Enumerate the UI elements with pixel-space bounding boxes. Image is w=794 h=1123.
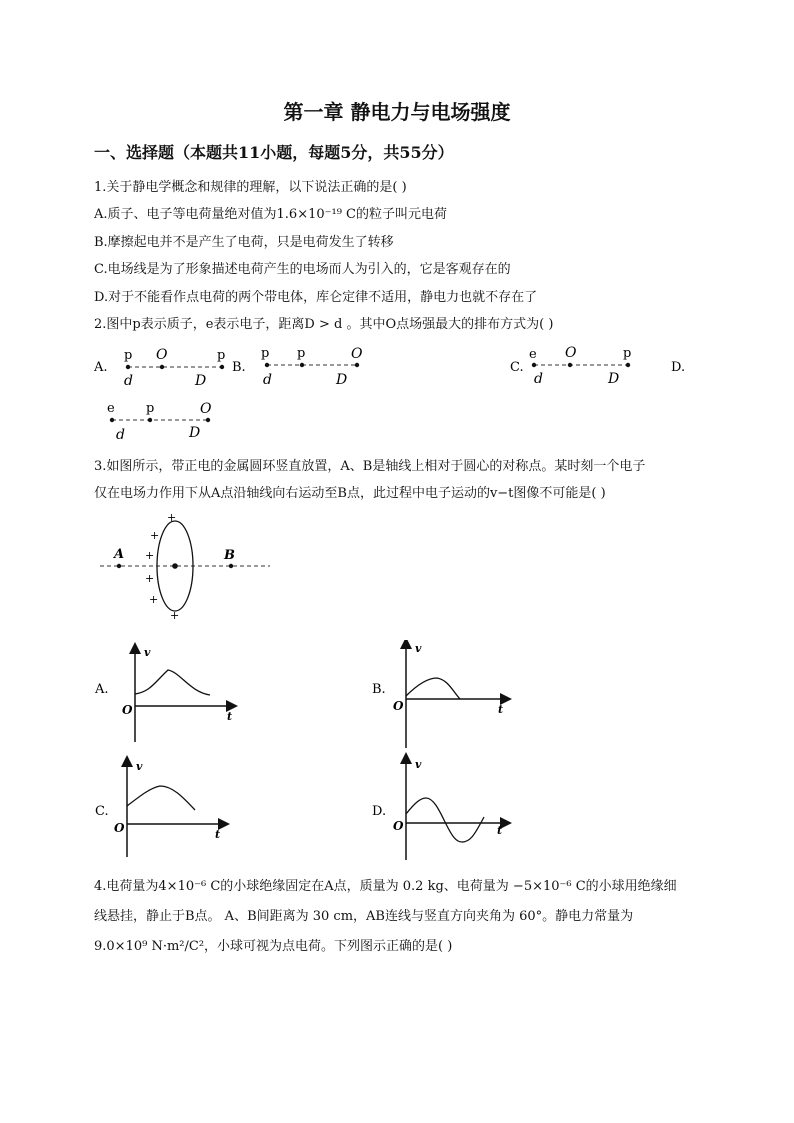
charge-dot bbox=[265, 363, 269, 367]
axis-label-v: v bbox=[136, 760, 143, 773]
vt-curve bbox=[135, 670, 210, 695]
graph-label-a: A. bbox=[95, 682, 109, 697]
q3-vt-graphs bbox=[0, 640, 794, 865]
q3-stem-line2: 仅在电场力作用下从A点沿轴线向右运动至B点，此过程中电子运动的v−t图像不可能是( ) bbox=[94, 486, 606, 501]
symbol-p: p bbox=[297, 346, 306, 361]
q1-option-a: A.质子、电子等电荷量绝对值为1.6×10⁻¹⁹ C的粒子叫元电荷 bbox=[94, 207, 447, 222]
symbol-d: d bbox=[116, 427, 125, 443]
charge-dot bbox=[626, 363, 630, 367]
q2-option-a-figure bbox=[124, 347, 225, 389]
q4-line1: 4.电荷量为4×10⁻⁶ C的小球绝缘固定在A点，质量为 0.2 kg、电荷量为 −5×10⁻⁶ C的小球用绝缘细 bbox=[94, 879, 677, 894]
symbol-D: D bbox=[608, 371, 620, 387]
axis-label-t: t bbox=[497, 824, 503, 837]
vt-curve bbox=[406, 678, 460, 699]
symbol-O: O bbox=[156, 347, 168, 363]
symbol-e: e bbox=[107, 401, 115, 416]
page-title: 第一章 静电力与电场强度 bbox=[283, 100, 511, 124]
q2-label-d: D. bbox=[671, 360, 686, 375]
symbol-p: p bbox=[623, 346, 632, 361]
charge-dot bbox=[220, 365, 224, 369]
graph-d bbox=[393, 758, 506, 860]
plus-sign: + bbox=[145, 549, 155, 562]
q2-label-a: A. bbox=[94, 360, 108, 375]
vt-curve bbox=[406, 798, 484, 842]
symbol-O: O bbox=[200, 401, 212, 417]
q3-ring-figure bbox=[90, 510, 280, 625]
q3-stem-line1: 3.如图所示，带正电的金属圆环竖直放置，A、B是轴线上相对于圆心的对称点。某时刻一个电子 bbox=[94, 459, 646, 474]
point-a-dot bbox=[117, 564, 121, 568]
symbol-O: O bbox=[565, 345, 577, 361]
q2-option-b-figure bbox=[261, 346, 363, 388]
origin-label: O bbox=[122, 703, 133, 717]
q2-stem: 2.图中p表示质子，e表示电子，距离D > d 。其中O点场强最大的排布方式为( ) bbox=[94, 317, 554, 332]
vt-curve bbox=[127, 786, 195, 810]
ring-center bbox=[172, 563, 178, 569]
graph-label-b: B. bbox=[372, 682, 386, 697]
plus-sign: + bbox=[145, 572, 155, 585]
section-heading: 一、选择题（本题共11小题，每题5分，共55分） bbox=[94, 143, 454, 162]
q1-stem: 1.关于静电学概念和规律的理解，以下说法正确的是( ) bbox=[94, 180, 407, 195]
symbol-p: p bbox=[124, 348, 133, 363]
q1-option-d: D.对于不能看作点电荷的两个带电体，库仑定律不适用，静电力也就不存在了 bbox=[94, 290, 538, 305]
symbol-p: p bbox=[146, 401, 155, 416]
axis-label-t: t bbox=[215, 828, 221, 841]
point-b-dot bbox=[229, 564, 233, 568]
symbol-O: O bbox=[351, 346, 363, 362]
symbol-e: e bbox=[529, 347, 537, 362]
charge-dot bbox=[532, 363, 536, 367]
q4-line2: 线悬挂，静止于B点。 A、B间距离为 30 cm，AB连线与竖直方向夹角为 60°。静电力常量为 bbox=[94, 909, 634, 924]
charge-dot bbox=[206, 418, 210, 422]
charge-dot bbox=[568, 363, 572, 367]
axis-label-v: v bbox=[415, 758, 422, 771]
plus-sign: + bbox=[149, 593, 159, 606]
symbol-D: D bbox=[336, 372, 348, 388]
q1-option-c: C.电场线是为了形象描述电荷产生的电场而人为引入的，它是客观存在的 bbox=[94, 262, 511, 277]
charge-dot bbox=[110, 418, 114, 422]
charge-dot bbox=[160, 365, 164, 369]
charge-dot bbox=[300, 363, 304, 367]
q1-option-b: B.摩擦起电并不是产生了电荷，只是电荷发生了转移 bbox=[94, 235, 394, 250]
q2-option-d-figure bbox=[107, 401, 212, 443]
plus-sign: + bbox=[167, 511, 177, 524]
symbol-D: D bbox=[189, 425, 201, 441]
label-point-a: A bbox=[114, 547, 125, 562]
symbol-D: D bbox=[195, 373, 207, 389]
charge-dot bbox=[148, 418, 152, 422]
graph-c bbox=[114, 760, 224, 857]
graph-a bbox=[122, 646, 232, 742]
plus-sign: + bbox=[150, 529, 160, 542]
axis-label-v: v bbox=[144, 646, 151, 659]
origin-label: O bbox=[114, 821, 125, 835]
symbol-p: p bbox=[261, 346, 270, 361]
q2-label-b: B. bbox=[232, 360, 246, 375]
graph-label-d: D. bbox=[372, 804, 387, 819]
q2-option-c-figure bbox=[529, 345, 631, 387]
graph-b bbox=[393, 642, 506, 748]
origin-label: O bbox=[393, 699, 404, 713]
q4-line3: 9.0×10⁹ N·m²/C²，小球可视为点电荷。下列图示正确的是( ) bbox=[94, 939, 453, 954]
symbol-d: d bbox=[124, 373, 133, 389]
symbol-d: d bbox=[263, 372, 272, 388]
charge-dot bbox=[355, 363, 359, 367]
symbol-p: p bbox=[217, 348, 226, 363]
q2-label-c: C. bbox=[510, 360, 524, 375]
symbol-d: d bbox=[534, 371, 543, 387]
graph-label-c: C. bbox=[95, 804, 109, 819]
label-point-b: B bbox=[224, 548, 235, 563]
q2-figures bbox=[0, 340, 794, 450]
axis-label-t: t bbox=[498, 703, 504, 716]
origin-label: O bbox=[393, 819, 404, 833]
axis-label-t: t bbox=[227, 710, 233, 723]
charge-dot bbox=[126, 365, 130, 369]
axis-label-v: v bbox=[415, 642, 422, 655]
plus-sign: + bbox=[170, 609, 180, 622]
